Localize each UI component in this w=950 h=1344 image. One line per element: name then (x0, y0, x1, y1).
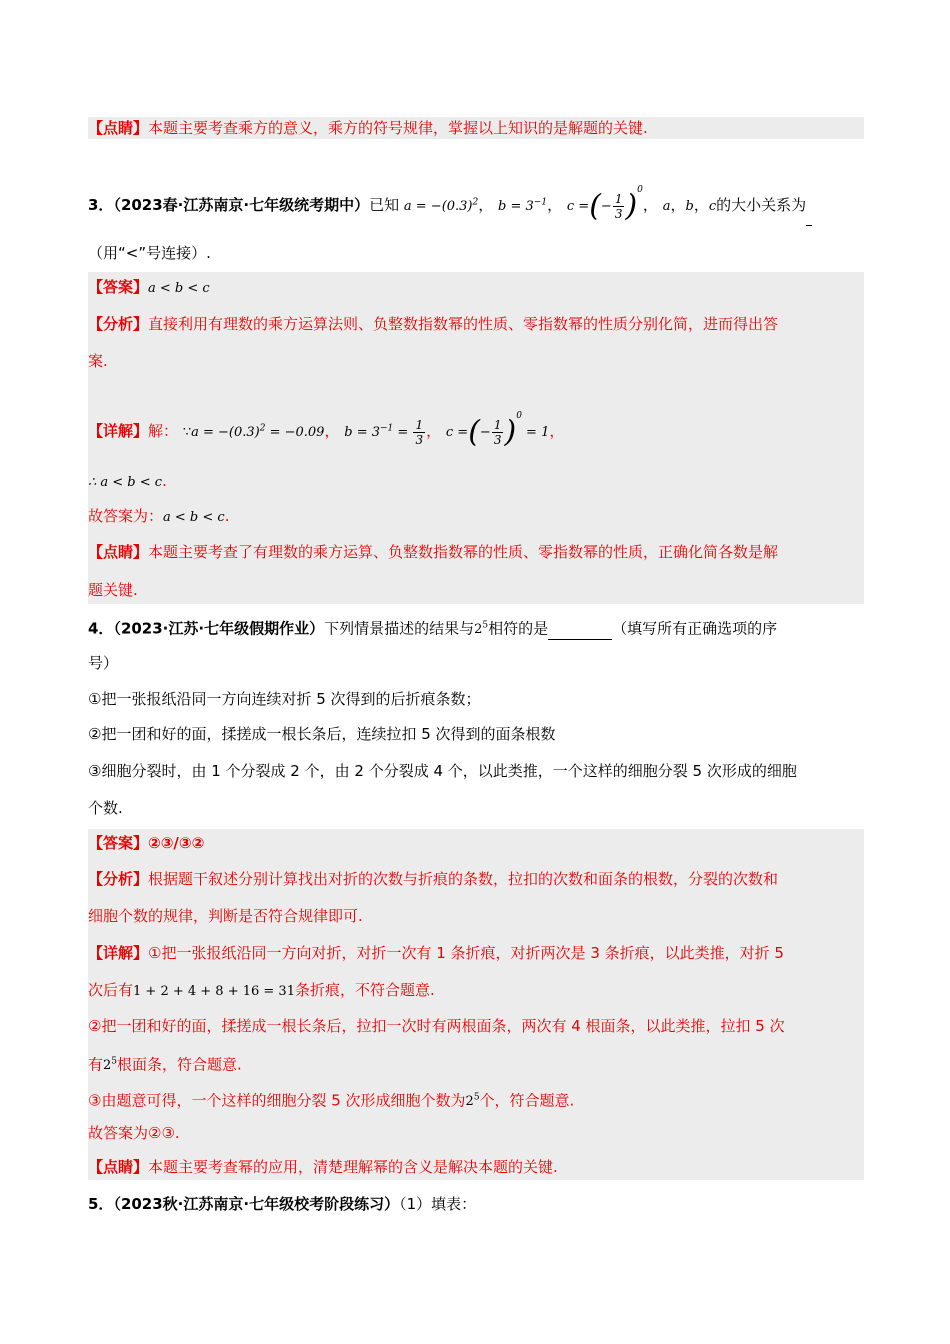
q4-conclusion-line (88, 1122, 864, 1144)
q3-dianjing-1: 本题主要考查了有理数的乘方运算、负整数指数幂的性质、零指数幂的性质，正确化简各数是解 (148, 543, 779, 561)
q4-dianjing: 本题主要考查幂的应用，清楚理解幂的含义是解决本题的关键. (148, 1158, 558, 1176)
q5-source: （2023秋·江苏南京·七年级校考阶段练习） (113, 1195, 400, 1213)
q4-source: （2023·江苏·七年级假期作业） (113, 619, 325, 638)
q4-analysis-line-1 (88, 868, 864, 890)
q4-stem-c: （填写所有正确选项的序 (612, 619, 778, 638)
q3-detail-lead: 解： (148, 422, 179, 440)
q4-opt1: ①把一张报纸沿同一方向连续对折 5 次得到的后折痕条数； (88, 690, 481, 708)
q4-detail-2a: 次后有 (88, 981, 134, 999)
q4-dianjing-line (88, 1156, 864, 1178)
q3-analysis-1: 直接利用有理数的乘方运算法则、负整数指数幂的性质、零指数幂的性质分别化简，进而得出答 (148, 315, 779, 333)
q4-detail-4a: 有 (88, 1055, 104, 1074)
q3-dianjing-line-2 (88, 579, 864, 601)
power-two-five: $2^5$ (474, 621, 489, 638)
q3-detail-line (88, 395, 864, 450)
q3-therefore-line (88, 470, 864, 494)
comma: ， (642, 196, 658, 214)
q4-opt3-1: ③细胞分裂时，由 1 个分裂成 2 个，由 2 个分裂成 4 个，以此类推，一个这样的细胞分裂 5 次形成的细胞 (88, 762, 797, 780)
q3-stem-a: 已知 (369, 196, 400, 214)
q4-detail-line-1 (88, 942, 864, 964)
q4-stem-line-2 (88, 652, 864, 674)
q3-source: （2023春·江苏南京·七年级统考期中） (113, 196, 370, 214)
power-two-five: $2^5$ (103, 1057, 118, 1074)
detail-tag: 【详解】 (88, 944, 149, 962)
q4-detail-5b: 个，符合题意. (479, 1091, 575, 1110)
q4-stem-a: 下列情景描述的结果与 (324, 619, 475, 638)
comma: ， (426, 422, 442, 440)
q3-stem-c: （用“<”号连接）. (88, 244, 211, 262)
q4-conclusion: 故答案为②③. (88, 1124, 180, 1142)
q3-b-def: $b = 3^{-1}$ (498, 197, 548, 214)
q4-analysis-2: 细胞个数的规律，判断是否符合规律即可. (88, 907, 363, 925)
answer-blank (548, 617, 612, 640)
var-a: a (662, 199, 671, 214)
q3-analysis-2: 案. (88, 352, 108, 370)
q4-option-3-line-1 (88, 760, 864, 782)
q5-stem: （1）填表： (399, 1195, 477, 1213)
comma: ， (324, 422, 340, 440)
q4-option-2 (88, 723, 864, 745)
var-c: c (708, 199, 717, 214)
q4-detail-line-3 (88, 1015, 864, 1037)
q4-analysis-line-2 (88, 905, 864, 927)
q2-dianjing-line (88, 117, 864, 139)
var-b: b (685, 199, 694, 214)
q4-stem-line-1 (88, 615, 864, 641)
because-symbol: ∵ (182, 425, 192, 440)
q3-answer: a < b < c (148, 281, 210, 296)
q3-conclusion: 故答案为： (88, 507, 164, 525)
answer-tag: 【答案】 (88, 278, 149, 296)
analysis-tag: 【分析】 (88, 870, 149, 888)
q5-number: 5． (88, 1195, 114, 1213)
comma: ， (547, 196, 563, 214)
q5-stem-line (88, 1193, 864, 1215)
q4-answer-line (88, 832, 864, 854)
q4-opt2: ②把一团和好的面，揉搓成一根长条后，连续拉扣 5 次得到的面条根数 (88, 725, 556, 743)
q3-c-calc: c =(− $\frac{1}{3}$ )$^0$ = 1 (445, 411, 550, 450)
q3-number: 3． (88, 196, 114, 214)
q3-stem-line-2 (88, 242, 864, 264)
q3-stem-b: 的大小关系为 (716, 196, 807, 214)
q3-analysis-line-1 (88, 313, 864, 335)
answer-tag: 【答案】 (88, 834, 149, 852)
detail-tag: 【详解】 (88, 422, 149, 440)
q4-detail-3: ②把一团和好的面，揉搓成一根长条后，拉扣一次时有两根面条，两次有 4 根面条，以此类推，拉扣 5 次 (88, 1017, 785, 1035)
dianjing-tag: 【点睛】 (88, 119, 149, 137)
q4-detail-line-2 (88, 979, 864, 1003)
q4-number: 4． (88, 619, 114, 638)
q3-analysis-line-2 (88, 350, 864, 372)
q4-detail-line-5 (88, 1087, 864, 1113)
comma: ， (693, 196, 709, 214)
q3-therefore: ∴ a < b < c (88, 475, 163, 490)
q4-option-3-line-2 (88, 797, 864, 819)
q4-stem-b: 相符的是 (488, 619, 549, 638)
q4-stem-d: 号） (88, 654, 119, 672)
q3-a-calc: $a = -(0.3)^2 = -0.09$ (191, 423, 325, 440)
power-two-five: $2^5$ (465, 1093, 480, 1110)
q3-conclusion-expr: a < b < c (163, 510, 225, 525)
q4-detail-5a: ③由题意可得，一个这样的细胞分裂 5 次形成细胞个数为 (88, 1091, 466, 1110)
period: . (162, 472, 167, 490)
q4-analysis-1: 根据题干叙述分别计算找出对折的次数与折痕的条数，拉扣的次数和面条的根数，分裂的次数和 (148, 870, 779, 888)
q3-dianjing-line-1 (88, 541, 864, 563)
comma: ， (549, 422, 565, 440)
q4-answer: ②③/③② (148, 834, 205, 852)
q3-answer-line (88, 276, 864, 300)
q3-c-def: c =(− $\frac{1}{3}$ )$^0$ (566, 185, 643, 224)
q3-stem-line (88, 170, 864, 224)
dianjing-tag: 【点睛】 (88, 1158, 149, 1176)
q3-a-def: $a = -(0.3)^2$ (403, 197, 479, 214)
q4-detail-2b: 条折痕，不符合题意. (294, 981, 435, 999)
comma: ， (478, 196, 494, 214)
q3-b-calc: $b = 3^{-1}$ = $\frac{1}{3}$ (344, 418, 424, 447)
answer-blank (806, 185, 812, 226)
q4-detail-4b: 根面条，符合题意. (117, 1055, 242, 1074)
dianjing-tag: 【点睛】 (88, 543, 149, 561)
q2-dianjing-text: 本题主要考查乘方的意义，乘方的符号规律，掌握以上知识的是解题的关键. (148, 119, 648, 137)
q4-detail-1: ①把一张报纸沿同一方向对折，对折一次有 1 条折痕，对折两次是 3 条折痕，以此类推，对折 5 (148, 944, 784, 962)
q4-option-1 (88, 688, 864, 710)
q4-opt3-2: 个数. (88, 799, 123, 817)
q4-detail-line-4 (88, 1051, 864, 1077)
period: . (224, 507, 230, 525)
comma: ， (670, 196, 686, 214)
analysis-tag: 【分析】 (88, 315, 149, 333)
q4-sum-equation: 1 + 2 + 4 + 8 + 16 = 31 (133, 984, 295, 999)
q3-conclusion-line (88, 505, 864, 529)
q3-dianjing-2: 题关键. (88, 581, 138, 599)
